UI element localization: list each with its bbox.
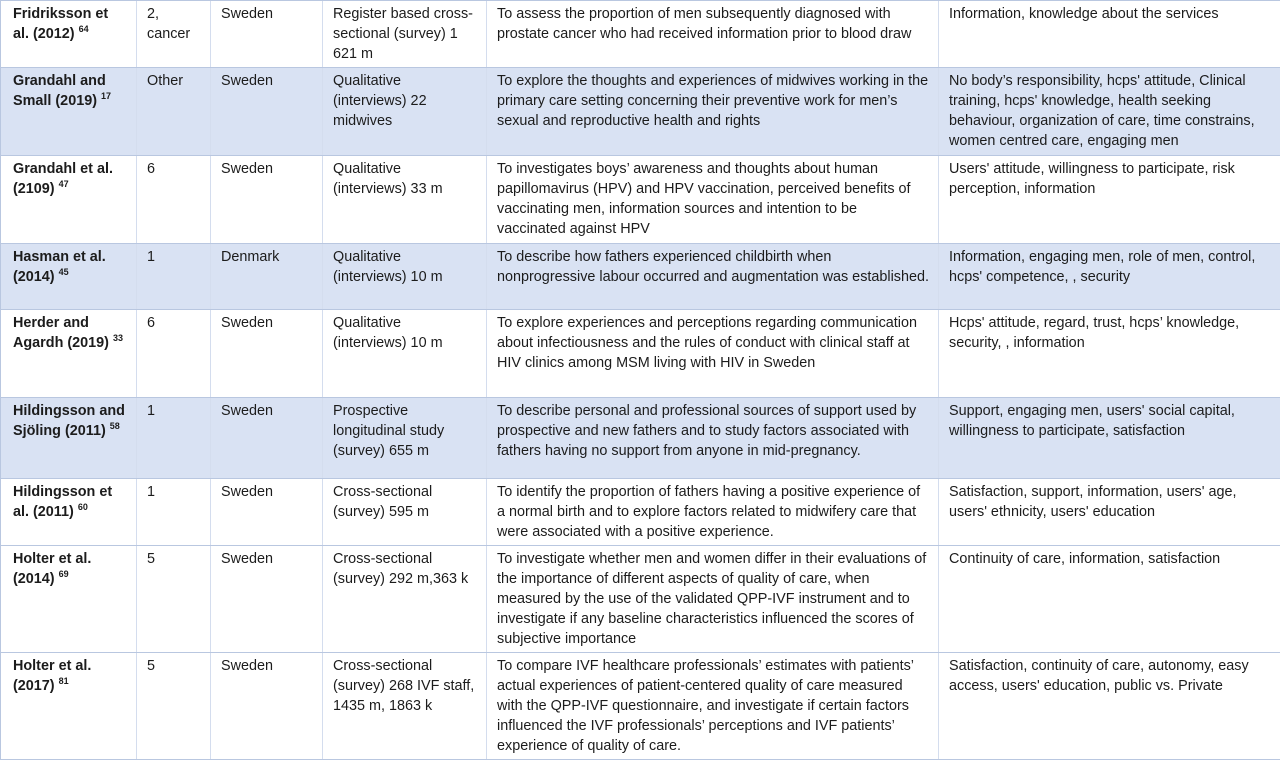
aim-cell: To describe how fathers experienced childbirth when nonprogressive labour occurred and augmentation was established.	[487, 244, 939, 310]
design-cell: Register based cross-sectional (survey) 1 621 m	[323, 1, 487, 68]
themes-cell: Users' attitude, willingness to participate, risk perception, information	[939, 156, 1280, 244]
study-name: Holter et al. (2014)	[13, 551, 91, 587]
study-name: Herder and Agardh (2019)	[13, 315, 109, 351]
aim-cell: To identify the proportion of fathers having a positive experience of a normal birth and to explore factors related to midwifery care that were associated with a positive experience.	[487, 479, 939, 546]
table-row	[1, 479, 1280, 546]
reference-number: 33	[113, 333, 123, 343]
design-cell: Qualitative (interviews) 10 m	[323, 310, 487, 398]
reference-number: 60	[78, 502, 88, 512]
study-cell	[1, 546, 137, 653]
table-row	[1, 653, 1280, 760]
design-cell: Cross-sectional (survey) 292 m,363 k	[323, 546, 487, 653]
quality-cell: 1	[137, 244, 211, 310]
study-name: Grandahl and Small (2019)	[13, 73, 106, 109]
reference-number: 69	[59, 569, 69, 579]
aim-cell: To explore experiences and perceptions regarding communication about infectiousness and the rules of conduct with clinical staff at HIV clinics among MSM living with HIV in Sweden	[487, 310, 939, 398]
country-cell: Sweden	[211, 653, 323, 760]
themes-cell: Continuity of care, information, satisfaction	[939, 546, 1280, 653]
reference-number: 17	[101, 91, 111, 101]
study-cell	[1, 398, 137, 479]
table-row	[1, 310, 1280, 398]
table-row	[1, 546, 1280, 653]
study-cell	[1, 244, 137, 310]
quality-cell: 5	[137, 546, 211, 653]
reference-number: 81	[59, 676, 69, 686]
quality-cell: 1	[137, 398, 211, 479]
design-cell: Cross-sectional (survey) 268 IVF staff, 1435 m, 1863 k	[323, 653, 487, 760]
reference-number: 47	[59, 179, 69, 189]
quality-cell: Other	[137, 68, 211, 156]
design-cell: Cross-sectional (survey) 595 m	[323, 479, 487, 546]
study-cell	[1, 479, 137, 546]
study-name: Hasman et al. (2014)	[13, 249, 106, 285]
study-name: Grandahl et al. (2109)	[13, 161, 113, 197]
design-cell: Qualitative (interviews) 22 midwives	[323, 68, 487, 156]
themes-cell: Information, engaging men, role of men, control, hcps' competence, , security	[939, 244, 1280, 310]
quality-cell: 5	[137, 653, 211, 760]
quality-cell: 2, cancer	[137, 1, 211, 68]
study-cell	[1, 68, 137, 156]
country-cell: Sweden	[211, 479, 323, 546]
themes-cell: Satisfaction, support, information, users' age, users' ethnicity, users' education	[939, 479, 1280, 546]
country-cell: Denmark	[211, 244, 323, 310]
reference-number: 58	[110, 421, 120, 431]
study-cell	[1, 653, 137, 760]
study-name: Hildingsson and Sjöling (2011)	[13, 403, 125, 439]
country-cell: Sweden	[211, 156, 323, 244]
study-name: Fridriksson et al. (2012)	[13, 6, 108, 42]
table-row	[1, 398, 1280, 479]
themes-cell: Hcps' attitude, regard, trust, hcps’ knowledge, security, , information	[939, 310, 1280, 398]
study-name: Holter et al. (2017)	[13, 658, 91, 694]
themes-cell: No body’s responsibility, hcps' attitude, Clinical training, hcps' knowledge, health seeking behaviour, organization of care, time constrains, women centred care, engaging men	[939, 68, 1280, 156]
design-cell: Prospective longitudinal study (survey) 655 m	[323, 398, 487, 479]
quality-cell: 1	[137, 479, 211, 546]
aim-cell: To investigate whether men and women differ in their evaluations of the importance of different aspects of quality of care, when measured by the use of the validated QPP-IVF instrument and to investigate if any baseline characteristics influenced the scores of subjective importance	[487, 546, 939, 653]
country-cell: Sweden	[211, 546, 323, 653]
aim-cell: To investigates boys’ awareness and thoughts about human papillomavirus (HPV) and HPV vaccination, perceived benefits of vaccinating men, information sources and intention to be vaccinated against HPV	[487, 156, 939, 244]
themes-cell: Satisfaction, continuity of care, autonomy, easy access, users' education, public vs. Private	[939, 653, 1280, 760]
design-cell: Qualitative (interviews) 33 m	[323, 156, 487, 244]
study-name: Hildingsson et al. (2011)	[13, 484, 112, 520]
country-cell: Sweden	[211, 310, 323, 398]
study-cell	[1, 310, 137, 398]
themes-cell: Support, engaging men, users' social capital, willingness to participate, satisfaction	[939, 398, 1280, 479]
country-cell: Sweden	[211, 398, 323, 479]
country-cell: Sweden	[211, 1, 323, 68]
country-cell: Sweden	[211, 68, 323, 156]
aim-cell: To explore the thoughts and experiences of midwives working in the primary care setting concerning their preventive work for men’s sexual and reproductive health and rights	[487, 68, 939, 156]
table-row	[1, 68, 1280, 156]
aim-cell: To compare IVF healthcare professionals’ estimates with patients’ actual experiences of patient-centered quality of care measured with the QPP-IVF questionnaire, and investigate if certain factors influenced the IVF professionals’ perceptions and IVF patients’ experience of quality of care.	[487, 653, 939, 760]
aim-cell: To assess the proportion of men subsequently diagnosed with prostate cancer who had received information prior to blood draw	[487, 1, 939, 68]
quality-cell: 6	[137, 310, 211, 398]
quality-cell: 6	[137, 156, 211, 244]
study-cell	[1, 1, 137, 68]
themes-cell: Information, knowledge about the services	[939, 1, 1280, 68]
reference-number: 45	[59, 267, 69, 277]
table-row	[1, 244, 1280, 310]
reference-number: 64	[79, 24, 89, 34]
table-row	[1, 1, 1280, 68]
table-row	[1, 156, 1280, 244]
design-cell: Qualitative (interviews) 10 m	[323, 244, 487, 310]
aim-cell: To describe personal and professional sources of support used by prospective and new fathers and to study factors associated with fathers having no support from anyone in mid-pregnancy.	[487, 398, 939, 479]
study-cell	[1, 156, 137, 244]
